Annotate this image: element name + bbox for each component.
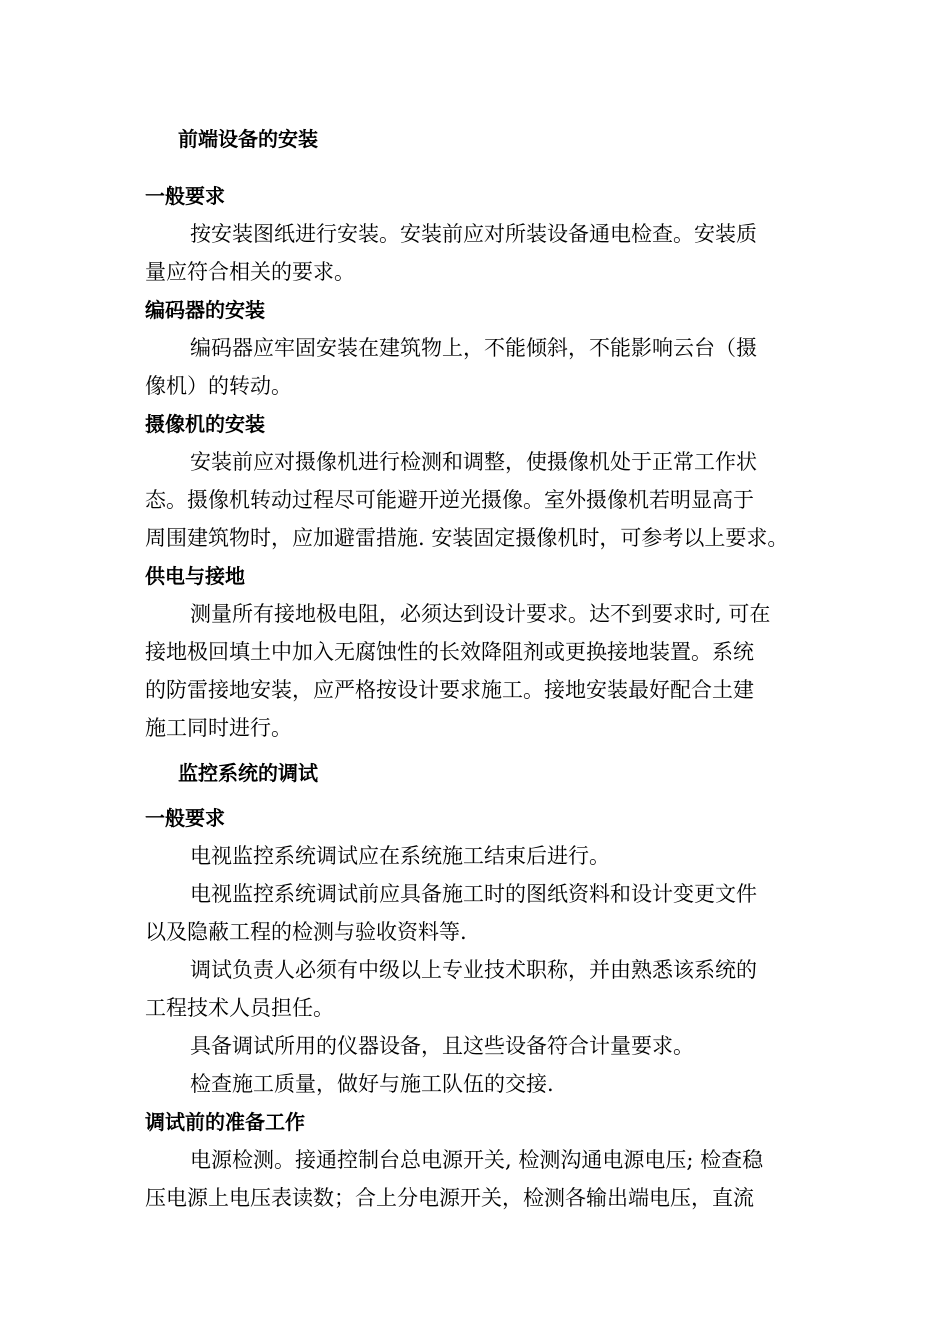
section-title: 前端设备的安装 <box>178 127 318 151</box>
paragraph-line: 检查施工质量，做好与施工队伍的交接. <box>190 1072 554 1096</box>
paragraph-line: 态。摄像机转动过程尽可能避开逆光摄像。室外摄像机若明显高于 <box>145 488 754 512</box>
paragraph-line: 周围建筑物时，应加避雷措施. 安装固定摄像机时，可参考以上要求。 <box>145 526 789 550</box>
paragraph-line: 接地极回填土中加入无腐蚀性的长效降阻剂或更换接地装置。系统 <box>145 640 754 664</box>
paragraph-line: 具备调试所用的仪器设备，且这些设备符合计量要求。 <box>190 1034 694 1058</box>
paragraph-line: 调试负责人必须有中级以上专业技术职称，并由熟悉该系统的 <box>190 958 757 982</box>
section-title: 监控系统的调试 <box>178 761 318 785</box>
subsection-heading: 供电与接地 <box>145 564 245 588</box>
paragraph-line: 编码器应牢固安装在建筑物上，不能倾斜，不能影响云台（摄 <box>190 336 757 360</box>
paragraph-line: 施工同时进行。 <box>145 716 292 740</box>
paragraph-line: 安装前应对摄像机进行检测和调整，使摄像机处于正常工作状 <box>190 450 757 474</box>
paragraph-line: 以及隐蔽工程的检测与验收资料等. <box>145 920 467 944</box>
paragraph-line: 电源检测。接通控制台总电源开关, 检测沟通电源电压; 检查稳 <box>190 1148 764 1172</box>
subsection-heading: 一般要求 <box>145 806 225 830</box>
paragraph-line: 电视监控系统调试前应具备施工时的图纸资料和设计变更文件 <box>190 882 757 906</box>
paragraph-line: 按安装图纸进行安装。安装前应对所装设备通电检查。安装质 <box>190 222 757 246</box>
subsection-heading: 编码器的安装 <box>145 298 265 322</box>
paragraph-line: 压电源上电压表读数；合上分电源开关，检测各输出端电压，直流 <box>145 1186 754 1210</box>
paragraph-line: 的防雷接地安装，应严格按设计要求施工。接地安装最好配合土建 <box>145 678 754 702</box>
subsection-heading: 摄像机的安装 <box>145 412 265 436</box>
paragraph-line: 电视监控系统调试应在系统施工结束后进行。 <box>190 844 610 868</box>
paragraph-line: 工程技术人员担任。 <box>145 996 334 1020</box>
subsection-heading: 一般要求 <box>145 184 225 208</box>
paragraph-line: 量应符合相关的要求。 <box>145 260 355 284</box>
subsection-heading: 调试前的准备工作 <box>145 1110 305 1134</box>
paragraph-line: 测量所有接地极电阻，必须达到设计要求。达不到要求时, 可在 <box>190 602 771 626</box>
paragraph-line: 像机）的转动。 <box>145 374 292 398</box>
